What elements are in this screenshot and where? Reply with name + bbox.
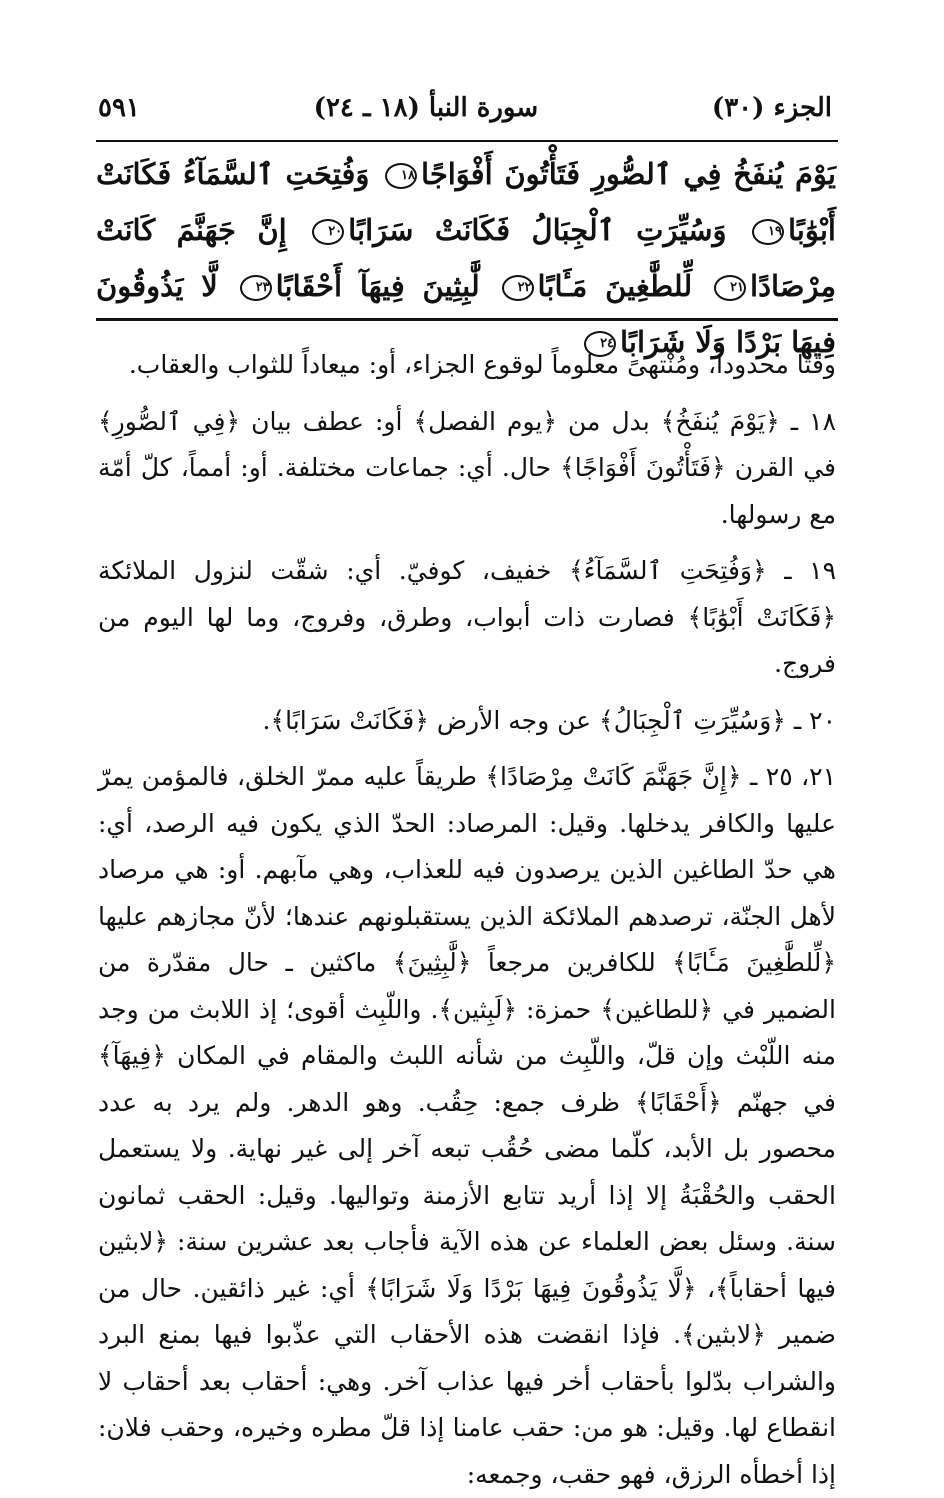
ayah-number-marker: ٢٣ (240, 275, 272, 301)
page-header (98, 88, 832, 128)
surah-title: سورة النبأ (١٨ ـ ٢٤) (313, 93, 539, 123)
ayah-number-marker: ٢٠ (312, 219, 344, 245)
ayah-text: وَسُيِّرَتِ ٱلْجِبَالُ فَكَانَتْ سَرَابًا (348, 213, 727, 247)
ayah-text: لَّا يَذُوقُونَ فِيهَا بَرْدًا وَلَا شَرَابًا (96, 269, 836, 359)
ayah-text: لَّٰبِثِينَ فِيهَآ أَحْقَابًا (275, 269, 480, 303)
ayah-text: وَفُتِحَتِ ٱلسَّمَآءُ فَكَانَتْ أَبْوَٰبًا (96, 157, 836, 247)
juz-label: الجزء (٣٠) (711, 93, 832, 123)
page-number: ٥٩١ (98, 93, 140, 123)
commentary-paragraph: ١٨ ـ ﴿يَوْمَ يُنفَخُ﴾ بدل من ﴿يوم الفصل﴾ أو: عطف بيان ﴿فِي ٱلصُّورِ﴾ في القرن ﴿فَتَأْتُونَ أَفْوَاجًا﴾ حال. أي: جماعات مختلفة. أو: أمماً، كلّ أمّة مع رسولها. (98, 406, 836, 529)
tafsir-commentary (98, 342, 836, 1498)
ayah-text: إِنَّ جَهَنَّمَ كَانَتْ مِرْصَادًا (96, 213, 837, 303)
ayah-number-marker: ٢٤ (584, 331, 616, 357)
ayah-number-marker: ١٩ (752, 219, 784, 245)
ayah-number-marker: ٢١ (714, 275, 746, 301)
commentary-paragraph: وقتاً محدوداً، ومُنْتهىً معلوماً لوقوع الجزاء، أو: ميعاداً للثواب والعقاب. (128, 350, 836, 379)
quran-verses (96, 146, 836, 370)
ayah-text: لِّلطَّٰغِينَ مَـَٔابًا (537, 269, 693, 303)
ayah-text: يَوْمَ يُنفَخُ فِي ٱلصُّورِ فَتَأْتُونَ أَفْوَاجًا (420, 157, 836, 191)
commentary-paragraph: ٢٠ ـ ﴿وَسُيِّرَتِ ٱلْجِبَالُ﴾ عن وجه الأرض ﴿فَكَانَتْ سَرَابًا﴾. (262, 705, 836, 735)
verses-divider (96, 318, 838, 321)
header-divider (96, 140, 838, 142)
commentary-paragraph: ١٩ ـ ﴿وَفُتِحَتِ ٱلسَّمَآءُ﴾ خفيف، كوفيّ. أي: شقّت لنزول الملائكة ﴿فَكَانَتْ أَبْوَٰبًا﴾ فصارت ذات أبواب، وطرق، وفروج، وما لها اليوم من فروج. (98, 556, 836, 678)
commentary-paragraph: ٢١، ٢٥ ـ ﴿إِنَّ جَهَنَّمَ كَانَتْ مِرْصَادًا﴾ طريقاً عليه ممرّ الخلق، فالمؤمن يمرّ عليها والكافر يدخلها. وقيل: المرصاد: الحدّ الذي يكون فيه الرصد، أي: هي حدّ الطاغين الذين يرصدون فيه للعذاب، وهي مآبهم. أو: هي مرصاد لأهل الجنّة، ترصدهم الملائكة الذين يستقبلونهم عندها؛ لأنّ مجازهم عليها ﴿لِّلطَّٰغِينَ مَـَٔابًا﴾ للكافرين مرجعاً ﴿لَّٰبِثِينَ﴾ ماكثين ـ حال مقدّرة من الضمير في ﴿للطاغين﴾ حمزة: ﴿لَبِثين﴾. واللّبِث أقوى؛ إذ اللابث من وجد منه اللّبْث وإن قلّ، واللّبِث من شأنه اللبث والمقام في المكان ﴿فِيهَآ﴾ في جهنّم ﴿أَحْقَابًا﴾ ظرف جمع: حِقُب. وهو الدهر. ولم يرد به عدد محصور بل الأبد، كلّما مضى حُقُب تبعه آخر إلى غير نهاية. ولا يستعمل الحقب والحُقْبَةُ إلا إذا أريد تتابع الأزمنة وتواليها. وقيل: الحقب ثمانون سنة. وسئل بعض العلماء عن هذه الآية فأجاب بعد عشرين سنة: ﴿لابثين فيها أحقاباً﴾، ﴿لَّا يَذُوقُونَ فِيهَا بَرْدًا وَلَا شَرَابًا﴾ أي: غير ذائقين. حال من ضمير ﴿لابثين﴾. فإذا انقضت هذه الأحقاب التي عذّبوا فيها بمنع البرد والشراب بدّلوا بأحقاب أخر فيها عذاب آخر. وهي: أحقاب بعد أحقاب لا انقطاع لها. وقيل: هو من: حقب عامنا إذا قلّ مطره وخيره، وحقب فلان: إذا أخطأه الرزق، فهو حقب، وجمعه: (98, 762, 837, 1489)
ayah-number-marker: ١٨ (385, 163, 417, 189)
ayah-number-marker: ٢٢ (502, 275, 534, 301)
